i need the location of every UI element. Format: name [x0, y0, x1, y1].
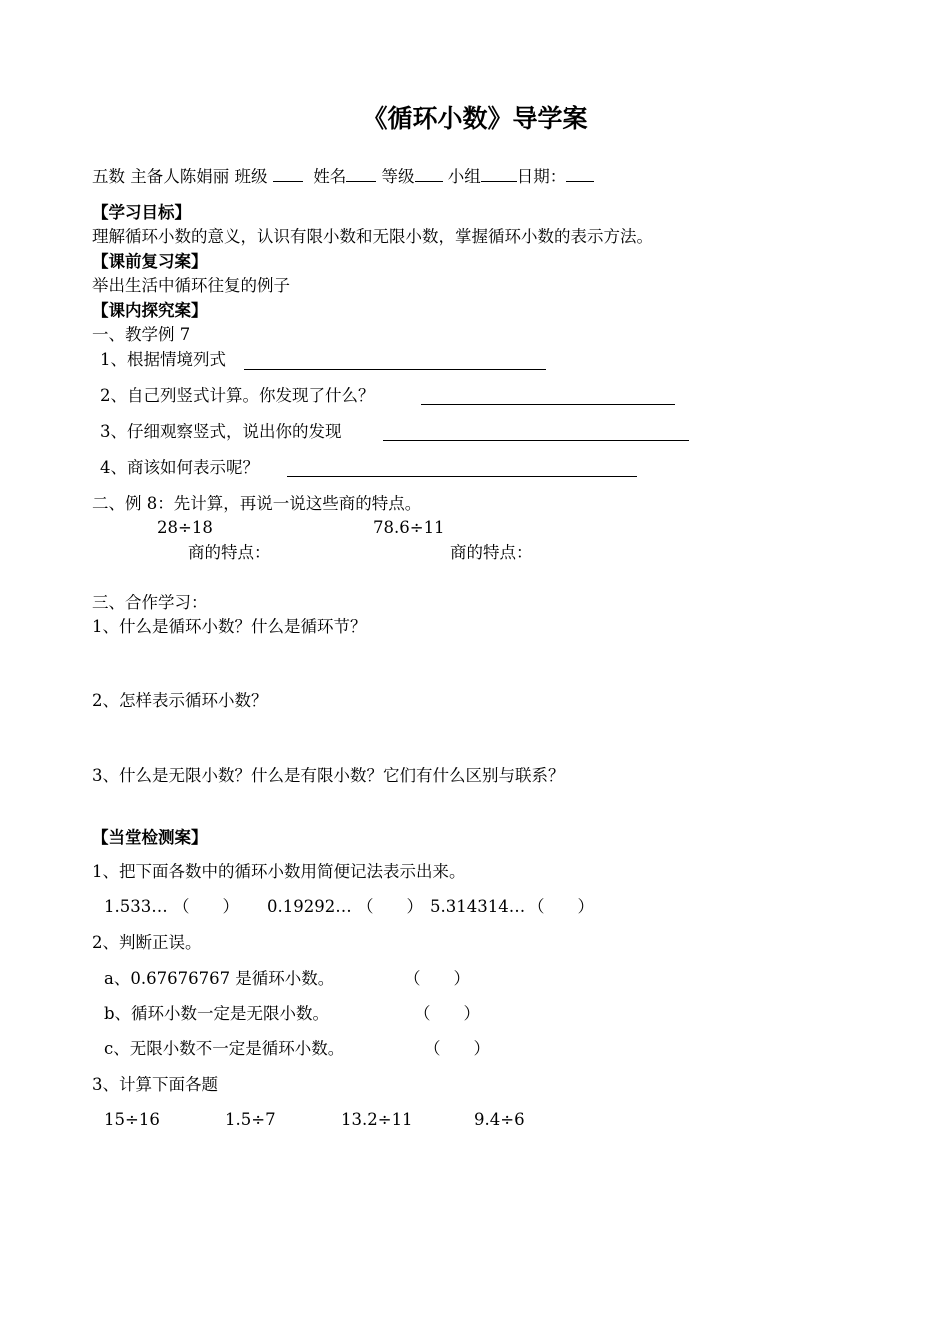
- explore-part1: 一、教学例 7: [92, 325, 191, 344]
- check-q3-item-1: 15÷16: [104, 1110, 160, 1129]
- level-blank[interactable]: [415, 167, 443, 182]
- answer-line-q3[interactable]: [383, 440, 689, 441]
- check-q3: 3、计算下面各题: [92, 1075, 218, 1094]
- page-title: 《循环小数》导学案: [362, 104, 588, 133]
- check-q3-item-3: 13.2÷11: [341, 1110, 413, 1129]
- check-q2-item-c: c、无限小数不一定是循环小数。: [104, 1039, 345, 1058]
- goals-text: 理解循环小数的意义，认识有限小数和无限小数，掌握循环小数的表示方法。: [92, 227, 653, 246]
- header-info: [92, 167, 594, 187]
- answer-paren[interactable]: （ ）: [404, 969, 470, 988]
- check-q1-item-2: 0.19292…: [267, 897, 352, 916]
- date-label: 日期：: [516, 167, 567, 186]
- feature-label-2: 商的特点：: [450, 543, 533, 562]
- answer-line-q1[interactable]: [244, 369, 546, 370]
- answer-paren[interactable]: （ ）: [528, 897, 594, 916]
- grade-label: 五数: [92, 167, 125, 186]
- coop-q2: 2、怎样表示循环小数？: [92, 691, 268, 710]
- check-heading: 【当堂检测案】: [92, 828, 208, 847]
- date-blank[interactable]: [566, 167, 594, 182]
- answer-paren[interactable]: （ ）: [414, 1004, 480, 1023]
- check-q2-item-b: b、循环小数一定是无限小数。: [104, 1004, 330, 1023]
- example-expr-1: 28÷18: [157, 518, 213, 537]
- class-blank[interactable]: [273, 167, 303, 182]
- class-label: 班级: [234, 167, 268, 186]
- group-label: 小组: [447, 167, 481, 186]
- answer-line-q4[interactable]: [287, 476, 637, 477]
- example-expr-2: 78.6÷11: [373, 518, 445, 537]
- answer-line-q2[interactable]: [421, 404, 675, 405]
- preview-text: 举出生活中循环往复的例子: [92, 276, 290, 295]
- check-q3-item-4: 9.4÷6: [474, 1110, 525, 1129]
- explore-q1: 1、根据情境列式: [100, 350, 226, 369]
- check-q1-item-1: 1.533…: [104, 897, 168, 916]
- name-label: 姓名: [313, 167, 347, 186]
- preview-heading: 【课前复习案】: [92, 252, 208, 271]
- feature-label-1: 商的特点：: [188, 543, 271, 562]
- explore-part3: 三、合作学习：: [92, 593, 208, 612]
- check-q1-item-3: 5.314314…: [430, 897, 526, 916]
- check-q3-item-2: 1.5÷7: [225, 1110, 276, 1129]
- coop-q3: 3、什么是无限小数？什么是有限小数？它们有什么区别与联系？: [92, 766, 565, 785]
- check-q2-item-a: a、0.67676767 是循环小数。: [104, 969, 335, 988]
- answer-paren[interactable]: （ ）: [424, 1039, 490, 1058]
- preparer-label: 主备人陈娟丽: [130, 167, 230, 186]
- check-q1: 1、把下面各数中的循环小数用简便记法表示出来。: [92, 862, 466, 881]
- explore-q3: 3、仔细观察竖式，说出你的发现: [100, 422, 342, 441]
- level-label: 等级: [381, 167, 415, 186]
- explore-part2: 二、例 8：先计算，再说一说这些商的特点。: [92, 494, 422, 513]
- explore-q2: 2、自己列竖式计算。你发现了什么？: [100, 386, 375, 405]
- check-q2: 2、判断正误。: [92, 933, 202, 952]
- answer-paren[interactable]: （ ）: [357, 897, 423, 916]
- name-blank[interactable]: [346, 167, 376, 182]
- answer-paren[interactable]: （ ）: [173, 897, 239, 916]
- coop-q1: 1、什么是循环小数？什么是循环节？: [92, 617, 367, 636]
- explore-q4: 4、商该如何表示呢？: [100, 458, 259, 477]
- group-blank[interactable]: [481, 167, 517, 182]
- goals-heading: 【学习目标】: [92, 203, 191, 222]
- explore-heading: 【课内探究案】: [92, 301, 208, 320]
